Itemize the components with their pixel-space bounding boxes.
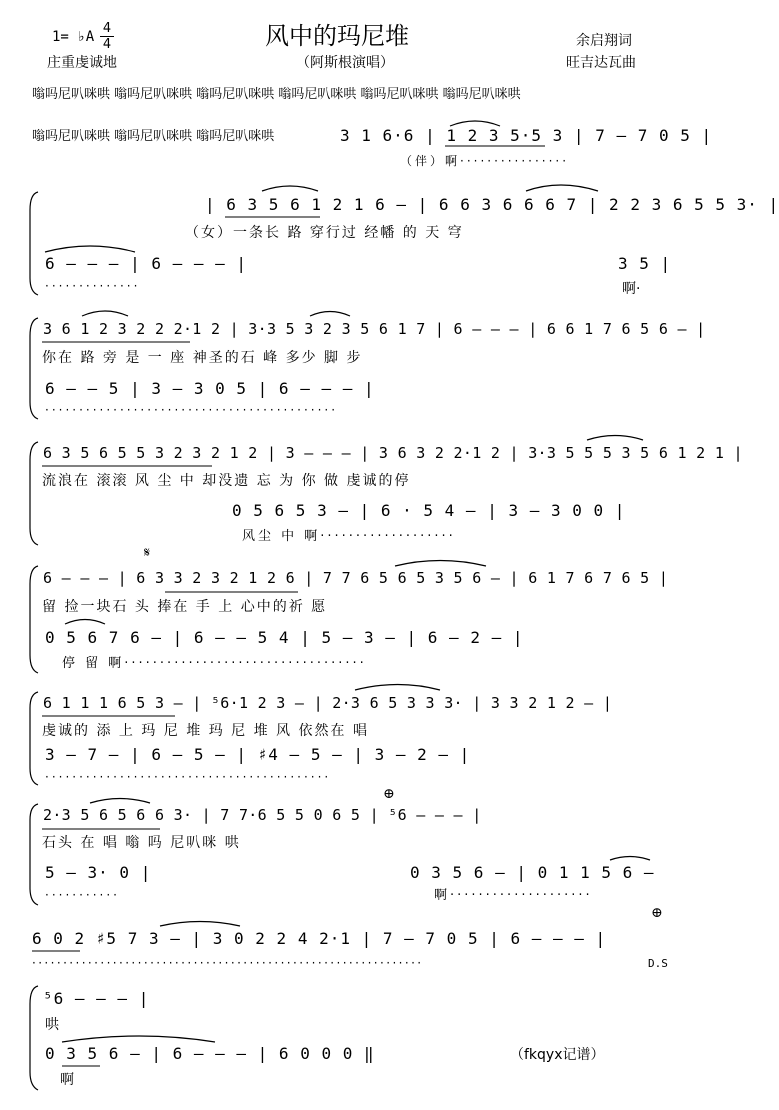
slur-s2-a <box>82 311 128 316</box>
system-4-bottom-lyric: 停 留 啊·································· <box>62 656 367 671</box>
system-5-top-notes: 6 1 1 1 6 5 3 – | ⁵⁮6·1 2 3 – | 2·3 6 5 3 3 3· | 3 3 2 1 2 – | <box>43 694 613 712</box>
system-6-bottom-right-notes: 0 3 5 6 – | 0 1 1 5 6 – <box>410 863 655 882</box>
lyricist-credit: 余启翔词 <box>576 33 632 49</box>
slur-intro <box>450 121 500 126</box>
system-6-top-notes: 2·3 5 6 5 6 6 3· | 7 7·6 5 5 0 6 5 | ⁵⁮6 – – – | <box>43 806 482 824</box>
tempo-marking: 庄重虔诚地 <box>47 55 117 71</box>
system-5-brace <box>30 692 38 785</box>
system-3-bottom-notes: 0 5 6 5 3 – | 6 · 5 4 – | 3 – 3 0 0 | <box>232 501 626 520</box>
system-5-bottom-notes: 3 – 7 – | 6 – 5 – | ♯4 – 5 – | 3 – 2 – | <box>45 745 471 764</box>
system-6-brace <box>30 804 38 905</box>
slur-s1-a <box>262 186 318 191</box>
system-1-top-lyric: （女）一条长 路 穿行过 经幡 的 天 穹 <box>185 225 464 241</box>
slur-s4-bottom <box>65 620 105 625</box>
system-1-bottom-notes: 6 – – – | 6 – – – | <box>45 254 248 273</box>
transcriber-credit: （fkqyx记谱） <box>510 1047 605 1063</box>
system-6-top-lyric: 石头 在 唱 嗡 吗 尼叭咪 哄 <box>42 835 241 851</box>
intro-lyric: （伴）啊················ <box>400 154 570 168</box>
chant-line-1: 嗡吗尼叭咪哄 嗡吗尼叭咪哄 嗡吗尼叭咪哄 嗡吗尼叭咪哄 嗡吗尼叭咪哄 嗡吗尼叭咪哄 <box>32 87 521 102</box>
time-signature-bottom: 4 <box>102 37 112 52</box>
system-3-brace <box>30 442 38 545</box>
system-8-bottom-notes: 0 3 5 6 – | 6 – – – | 6 0 0 0 ‖ <box>45 1044 375 1063</box>
system-2-brace <box>30 318 38 419</box>
segno-sign: 𝄋 <box>144 545 151 561</box>
chant-line-2: 嗡吗尼叭咪哄 嗡吗尼叭咪哄 嗡吗尼叭咪哄 <box>32 129 275 144</box>
slur-s4-a <box>395 561 486 567</box>
system-1-bottom-right-notes: 3 5 | <box>618 254 672 273</box>
intro-notes: 3 1 6·6 | 1 2 3 5·5 3 | 7 – 7 0 5 | <box>340 126 713 145</box>
system-1-bottom-lyric: ·············· <box>45 279 141 293</box>
time-signature-top: 4 <box>102 21 112 36</box>
slur-s3-a <box>587 436 643 441</box>
system-4-brace <box>30 566 38 673</box>
system-3-top-lyric: 流浪在 滚滚 风 尘 中 却没遗 忘 为 你 做 虔诚的停 <box>42 473 411 489</box>
system-2-top-notes: 3 6 1 2 3 2 2 2·1 2 | 3·3 5 3 2 3 5 6 1 7 | 6 – – – | 6 6 1 7 6 5 6 – | <box>43 320 706 338</box>
page-title: 风中的玛尼堆 <box>265 22 409 50</box>
system-1-top-notes: | 6 3 5 6 1 2 1 6 – | 6 6 3 6 6 6 7 | 2 2 3 6 5 5 3· | <box>205 195 779 214</box>
slur-s8-bottom <box>62 1036 215 1042</box>
composer-credit: 旺吉达瓦曲 <box>566 55 636 71</box>
system-4-top-lyric: 留 捡一块石 头 捧在 手 上 心中的祈 愿 <box>42 599 328 615</box>
coda-sign: ⊕ <box>383 786 395 802</box>
system-6-bottom-notes: 5 – 3· 0 | <box>45 863 152 882</box>
system-6-bottom-lyric: ··········· <box>45 888 120 902</box>
system-7-notes: 6 0 2 ♯5 7 3 – | 3 0 2 2 4 2·1 | 7 – 7 0 5 | 6 – – – | <box>32 929 607 948</box>
system-7-dots: ······························································· <box>32 956 424 970</box>
slur-s1-b <box>526 185 598 191</box>
system-4-top-notes: 6 – – – | 6 3 3 2 3 2 1 2 6 | 7 7 6 5 6 5 3 5 6 – | 6 1 7 6 7 6 5 | <box>43 569 669 587</box>
system-2-bottom-lyric: ··········································· <box>45 403 339 417</box>
slur-s7-a <box>160 922 240 927</box>
slur-s6-bottom <box>610 857 650 861</box>
slur-s6-a <box>90 799 150 804</box>
system-4-bottom-notes: 0 5 6 7 6 – | 6 – – 5 4 | 5 – 3 – | 6 – 2 – | <box>45 628 524 647</box>
singer-credit: （阿斯根演唱） <box>296 55 394 71</box>
system-2-top-lyric: 你在 路 旁 是 一 座 神圣的石 峰 多少 脚 步 <box>42 350 363 366</box>
key-signature: 1= ♭A <box>52 29 95 45</box>
system-1-brace <box>30 192 38 295</box>
slur-s2-b <box>310 312 350 317</box>
system-8-top-lyric: 哄 <box>45 1017 59 1033</box>
coda-sign-2: ⊕ <box>651 905 663 921</box>
system-8-top-notes: ⁵⁮6 – – – | <box>43 989 150 1008</box>
slur-s1-bottom <box>45 246 135 252</box>
system-3-bottom-lyric: 风尘 中 啊··················· <box>242 529 456 544</box>
slur-s5-a <box>355 685 440 691</box>
system-1-bottom-right-lyric: 啊· <box>622 281 641 297</box>
system-5-bottom-lyric: ·········································· <box>45 770 332 784</box>
system-6-bottom-right-lyric: 啊···················· <box>434 888 593 903</box>
system-2-bottom-notes: 6 – – 5 | 3 – 3 0 5 | 6 – – – | <box>45 379 375 398</box>
dal-segno-mark: D.S <box>648 957 668 970</box>
system-8-bottom-lyric: 啊 <box>60 1072 74 1088</box>
system-8-brace <box>30 986 38 1090</box>
system-5-top-lyric: 虔诚的 添 上 玛 尼 堆 玛 尼 堆 风 依然在 唱 <box>42 723 369 739</box>
system-3-top-notes: 6 3 5 6 5 5 3 2 3 2 1 2 | 3 – – – | 3 6 3 2 2·1 2 | 3·3 5 5 5 3 5 6 1 2 1 | <box>43 444 743 462</box>
